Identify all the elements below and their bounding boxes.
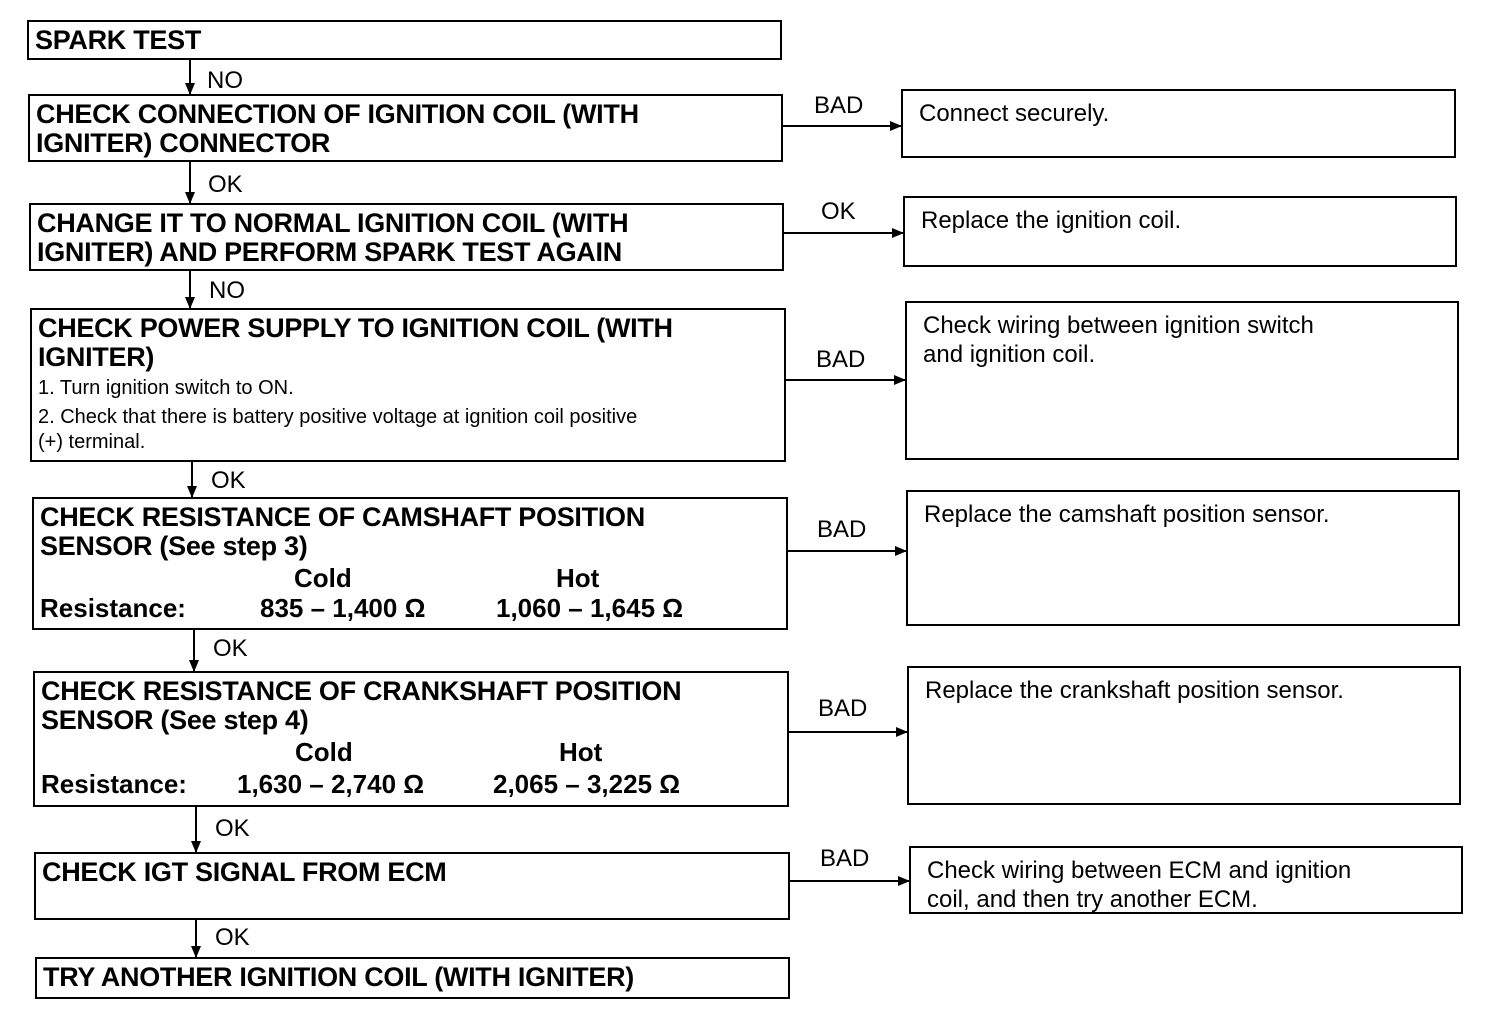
resistance-label: Resistance: (41, 769, 187, 799)
resistance-label: Resistance: (40, 593, 186, 623)
cold-value: 1,630 – 2,740 Ω (237, 769, 425, 799)
hot-header: Hot (559, 737, 603, 767)
step-check-camshaft (32, 497, 788, 630)
sub-step-list (32, 372, 784, 457)
side-label: BAD (814, 92, 864, 119)
result-text: Replace the crankshaft position sensor. (925, 677, 1344, 704)
sub-step: (+) terminal. (38, 431, 146, 453)
step-title: SPARK TEST (35, 25, 202, 55)
step-check-igt (34, 852, 790, 920)
step-title: CHECK RESISTANCE OF CRANKSHAFT POSITION SENSOR (See step 4) (41, 676, 682, 735)
down-label: OK (215, 924, 250, 951)
step-title: CHECK POWER SUPPLY TO IGNITION COIL (WITH IGNITER) (38, 313, 673, 372)
hot-value: 1,060 – 1,645 Ω (496, 593, 684, 623)
cold-value: 835 – 1,400 Ω (260, 593, 426, 623)
side-label: BAD (818, 695, 868, 722)
step-title: CHANGE IT TO NORMAL IGNITION COIL (WITH IGNITER) AND PERFORM SPARK TEST AGAIN (37, 208, 629, 267)
step-try-another (35, 957, 790, 999)
step-change-coil (29, 203, 784, 271)
step-title: CHECK IGT SIGNAL FROM ECM (42, 857, 447, 887)
result-replace-ignition-coil (903, 196, 1457, 267)
sub-step: 1. Turn ignition switch to ON. (38, 377, 294, 399)
down-label: OK (215, 815, 250, 842)
side-label: BAD (820, 845, 870, 872)
cold-header: Cold (294, 563, 352, 593)
down-label: NO (209, 277, 245, 304)
sub-step: 2. Check that there is battery positive voltage at ignition coil positive (38, 406, 638, 428)
hot-header: Hot (556, 563, 600, 593)
down-label: NO (207, 67, 243, 94)
step-check-connection (28, 94, 783, 162)
result-check-wiring-ecm (909, 846, 1463, 914)
down-label: OK (213, 635, 248, 662)
result-check-wiring-switch (905, 301, 1459, 460)
hot-value: 2,065 – 3,225 Ω (493, 769, 681, 799)
step-spark-test (27, 20, 782, 60)
result-text: Replace the camshaft position sensor. (924, 501, 1330, 528)
result-text: Check wiring between ignition switch and ignition coil. (923, 312, 1314, 368)
result-text: Connect securely. (919, 100, 1110, 127)
result-text: Check wiring between ECM and ignition coil, and then try another ECM. (927, 857, 1352, 913)
side-label: OK (821, 198, 856, 225)
result-text: Replace the ignition coil. (921, 207, 1182, 234)
down-label: OK (208, 171, 243, 198)
down-label: OK (211, 467, 246, 494)
result-replace-camshaft-sensor (906, 490, 1460, 626)
result-connect-securely (901, 89, 1456, 158)
step-title: TRY ANOTHER IGNITION COIL (WITH IGNITER) (43, 962, 634, 992)
resistance-spec (41, 737, 781, 801)
step-title: CHECK RESISTANCE OF CAMSHAFT POSITION SENSOR (See step 3) (40, 502, 645, 561)
step-check-crankshaft (33, 671, 789, 807)
resistance-spec (40, 563, 780, 627)
side-label: BAD (817, 516, 867, 543)
step-check-power (30, 308, 786, 462)
result-replace-crankshaft-sensor (907, 666, 1461, 805)
cold-header: Cold (295, 737, 353, 767)
step-title: CHECK CONNECTION OF IGNITION COIL (WITH IGNITER) CONNECTOR (36, 99, 639, 158)
side-label: BAD (816, 346, 866, 373)
